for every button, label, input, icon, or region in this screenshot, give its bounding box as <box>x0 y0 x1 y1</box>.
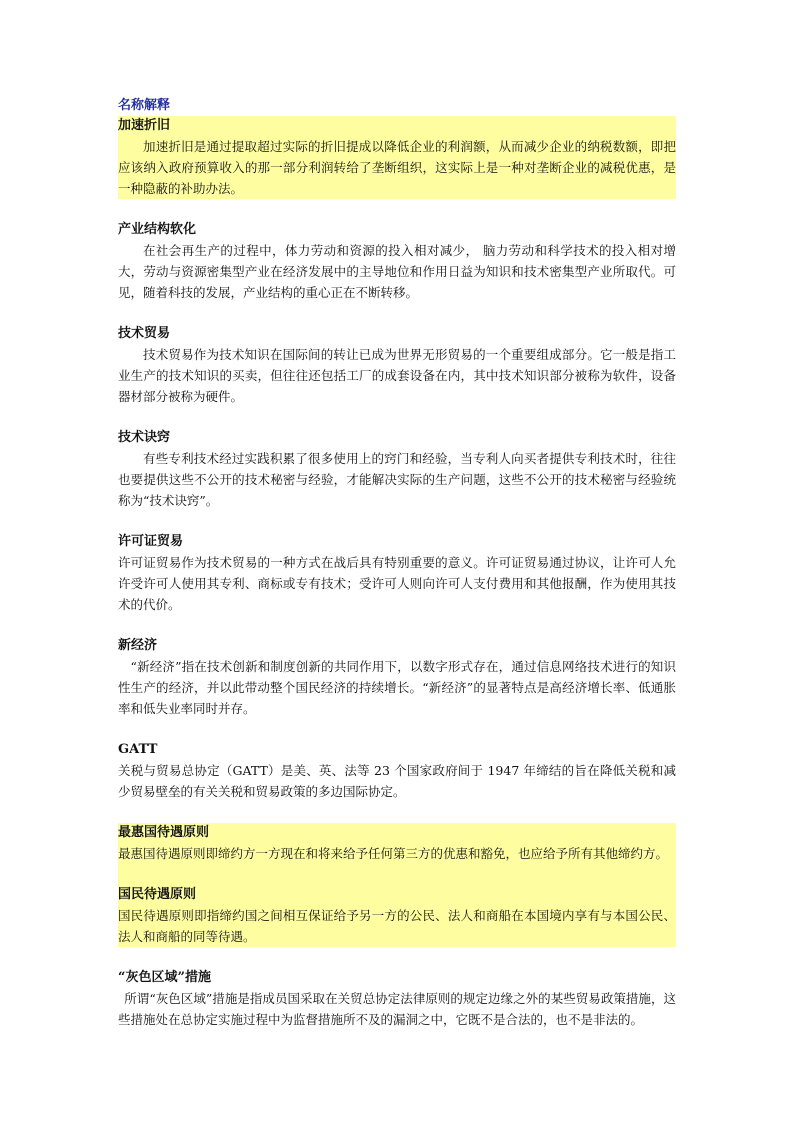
term-definition: 国民待遇原则即指缔约国之间相互保证给予另一方的公民、法人和商船在本国境内享有与本国公民、法人和商船的同等待遇。 <box>118 908 676 944</box>
term-title: 加速折旧 <box>118 118 171 133</box>
term-title: 国民待遇原则 <box>118 887 197 902</box>
term-title: 最惠国待遇原则 <box>118 825 210 840</box>
page-heading: 名称解释 <box>118 98 171 113</box>
term-definition: 技术贸易作为技术知识在国际间的转让已成为世界无形贸易的一个重要组成部分。它一般是指工业生产的技术知识的买卖，但往往还包括工厂的成套设备在内，其中技术知识部分被称为软件，设备器材部分被称为硬件。 <box>118 347 676 404</box>
term-definition: 最惠国待遇原则即缔约方一方现在和将来给予任何第三方的优惠和豁免，也应给予所有其他缔约方。 <box>118 846 669 861</box>
term-definition: 有些专利技术经过实践积累了很多使用上的窍门和经验，当专利人向买者提供专利技术时，往往也要提供这些不公开的技术秘密与经验，才能解决实际的生产问题，这些不公开的技术秘密与经验统称为“技术诀窍”。 <box>118 451 676 508</box>
term-title: 技术贸易 <box>118 326 171 341</box>
document-page <box>118 96 676 1030</box>
section-industrial-structure-softening <box>118 220 676 303</box>
section-accelerated-depreciation <box>118 116 676 199</box>
section-technology-trade <box>118 324 676 407</box>
term-definition: 在社会再生产的过程中，体力劳动和资源的投入相对减少， 脑力劳动和科学技术的投入相对增大，劳动与资源密集型产业在经济发展中的主导地位和作用日益为知识和技术密集型产业所取代。可见，随着科技的发展，产业结构的重心正在不断转移。 <box>118 243 676 300</box>
term-title: 产业结构软化 <box>118 222 197 237</box>
term-title: 技术诀窍 <box>118 430 171 445</box>
section-most-favored-nation <box>118 823 676 947</box>
term-definition: “新经济”指在技术创新和制度创新的共同作用下，以数字形式存在，通过信息网络技术进行的知识性生产的经济，并以此带动整个国民经济的持续增长。“新经济”的显著特点是高经济增长率、低通胀率和低失业率同时并存。 <box>118 659 676 716</box>
section-grey-area-measures <box>118 968 676 1030</box>
term-title: “灰色区域”措施 <box>118 970 211 985</box>
term-definition: 许可证贸易作为技术贸易的一种方式在战后具有特别重要的意义。许可证贸易通过协议，让许可人允许受许可人使用其专利、商标或专有技术；受许可人则向许可人支付费用和其他报酬，作为使用其技术的代价。 <box>118 555 676 612</box>
section-new-economy <box>118 636 676 719</box>
section-technical-know-how <box>118 428 676 511</box>
section-licensing-trade <box>118 532 676 615</box>
term-title: GATT <box>118 742 158 757</box>
term-definition: 加速折旧是通过提取超过实际的折旧提成以降低企业的利润额，从而减少企业的纳税数额，即把应该纳入政府预算收入的那一部分利润转给了垄断组织，这实际上是一种对垄断企业的减税优惠，是一种隐蔽的补助办法。 <box>118 139 676 196</box>
term-definition: 所谓“灰色区域”措施是指成员国采取在关贸总协定法律原则的规定边缘之外的某些贸易政策措施，这些措施处在总协定实施过程中为监督措施所不及的漏洞之中，它既不是合法的，也不是非法的。 <box>118 991 676 1027</box>
section-gatt <box>118 740 676 802</box>
term-title: 新经济 <box>118 638 158 653</box>
term-definition: 关税与贸易总协定（GATT）是美、英、法等 23 个国家政府间于 1947 年缔结的旨在降低关税和减少贸易壁垒的有关关税和贸易政策的多边国际协定。 <box>118 763 676 799</box>
term-title: 许可证贸易 <box>118 534 184 549</box>
